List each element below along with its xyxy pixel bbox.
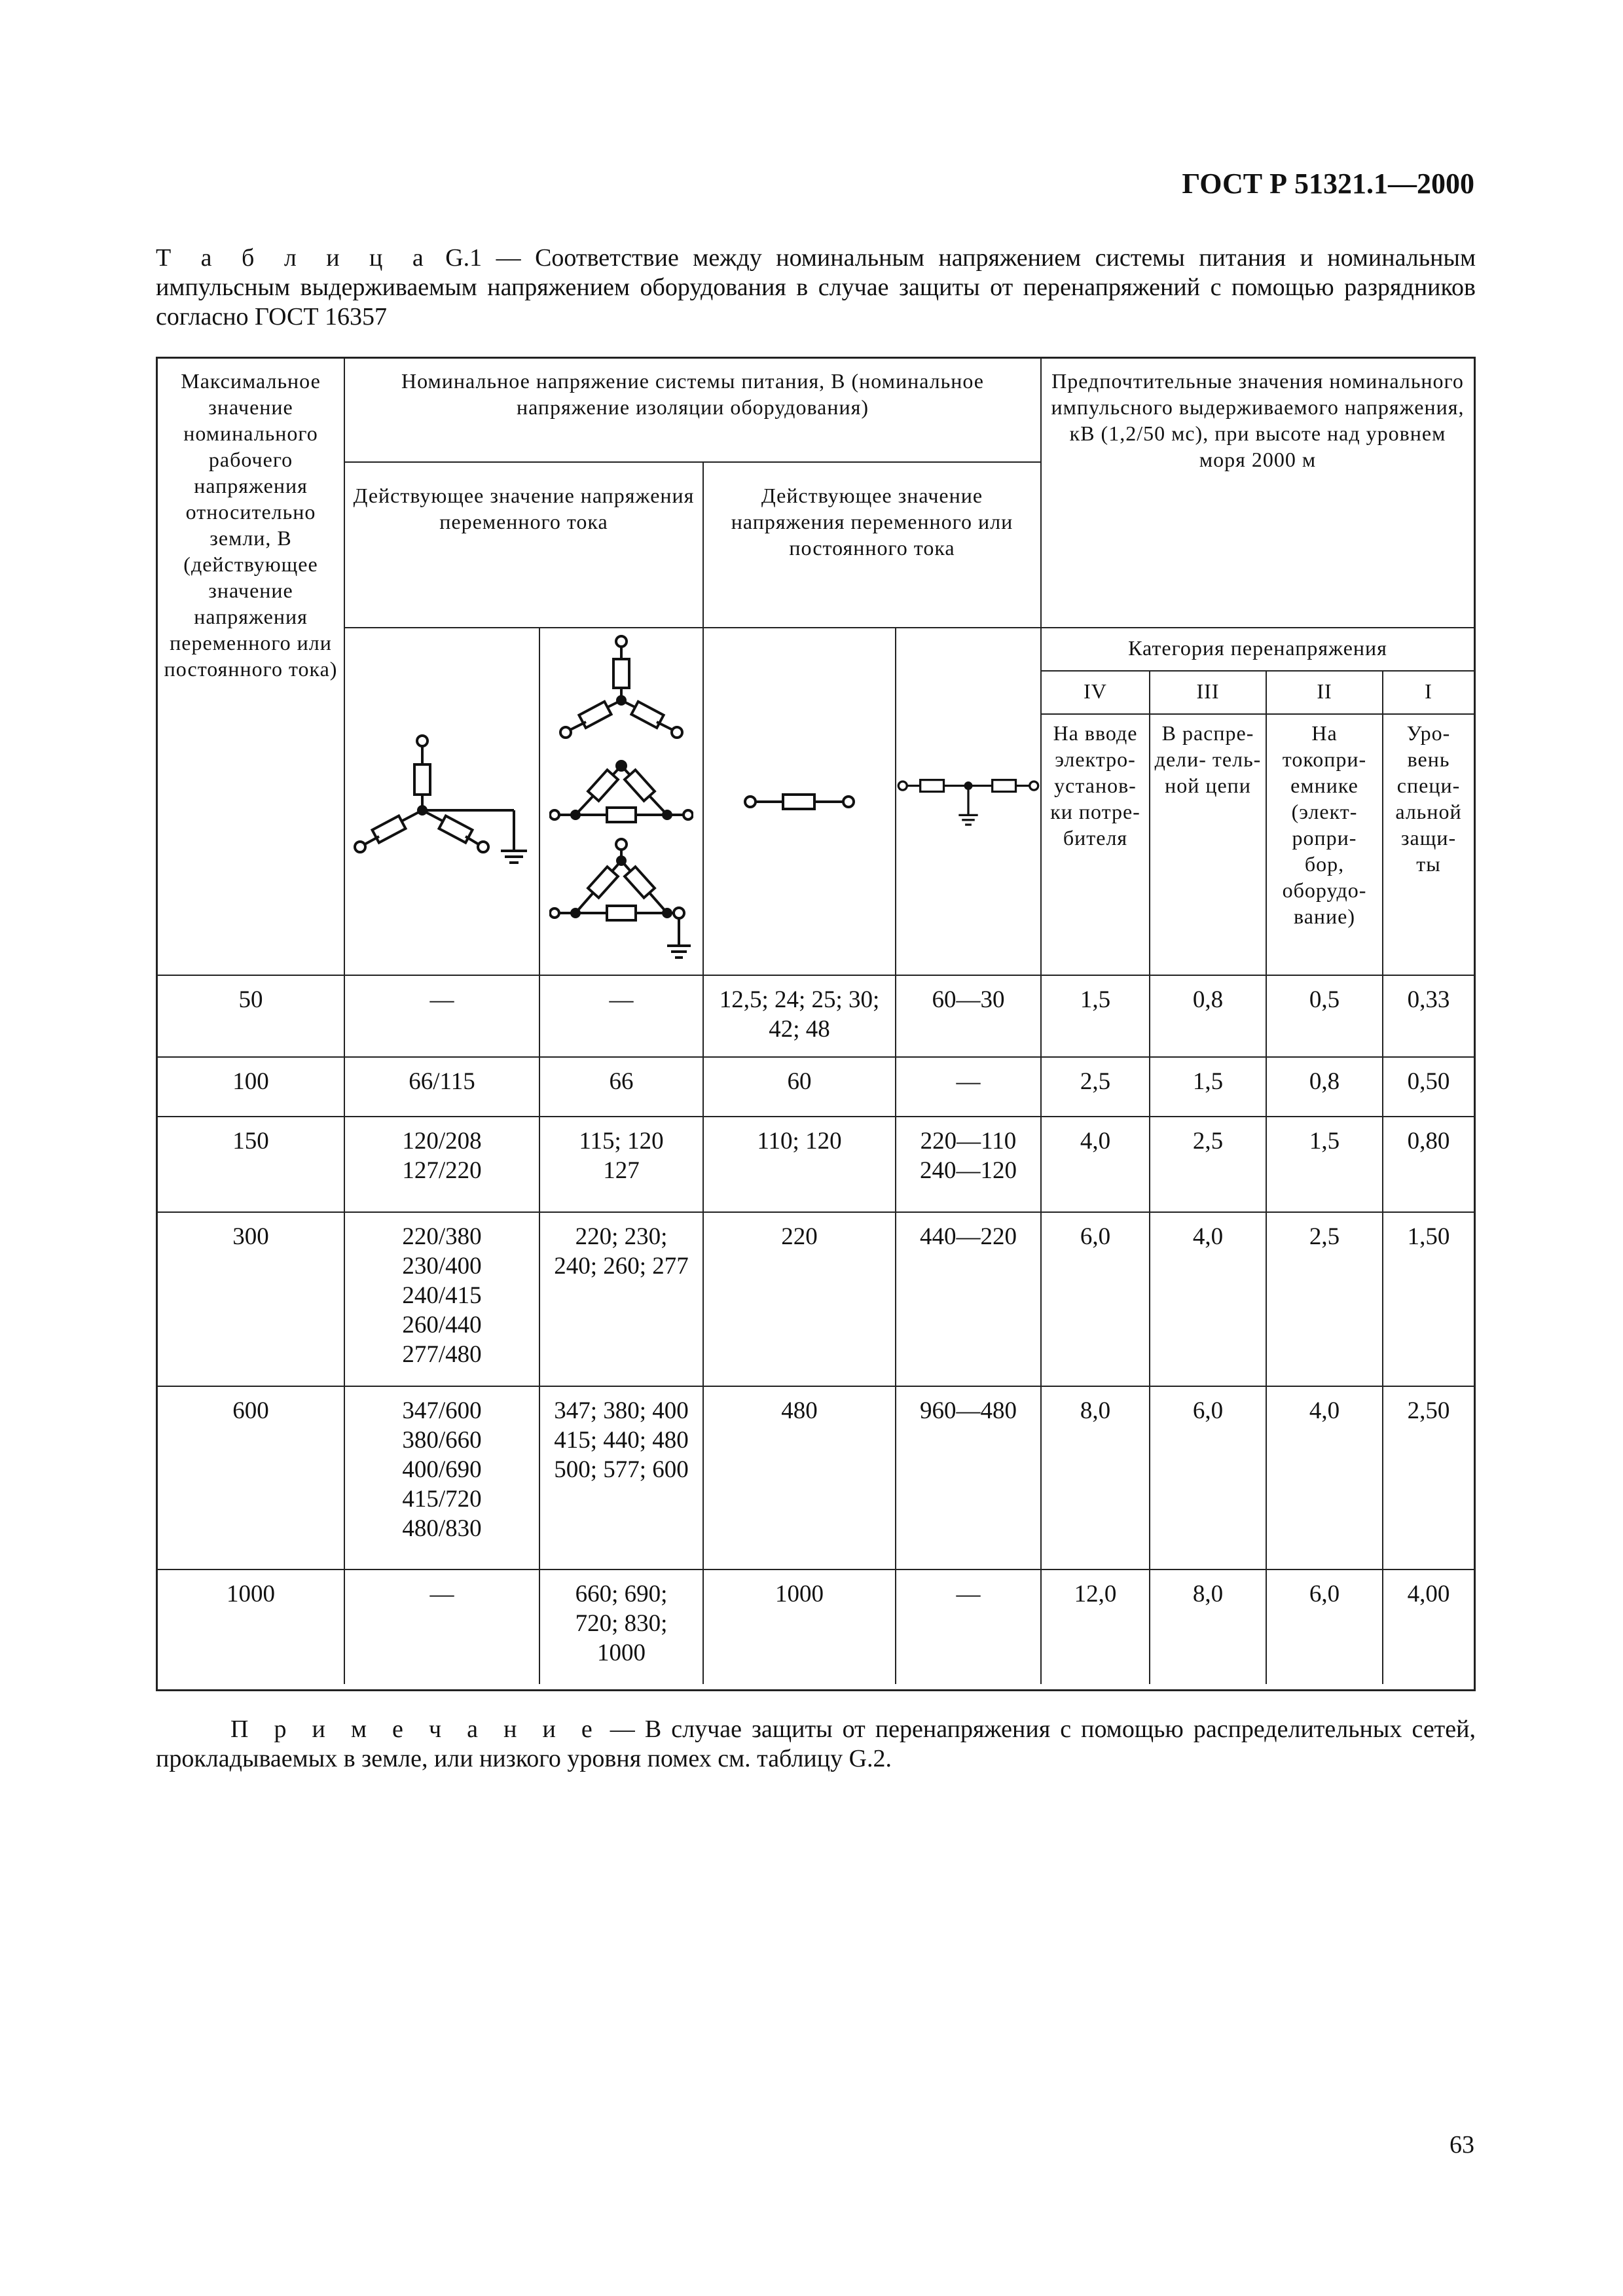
header-ac-rms: Действующее значение напряжения переменного тока <box>345 463 704 628</box>
cell-ac-dc-two-wire: 12,5; 24; 25; 30; 42; 48 <box>704 976 896 1058</box>
cell-cat-ii: 4,0 <box>1267 1387 1383 1570</box>
cell-ac-three-phase: 220/380 230/400 240/415 260/440 277/480 <box>345 1213 540 1387</box>
cell-max-voltage: 1000 <box>158 1570 345 1684</box>
cell-ac-dc-grounded: 60—30 <box>896 976 1042 1058</box>
cell-cat-ii: 6,0 <box>1267 1570 1383 1684</box>
caption-label: Т а б л и ц а <box>156 244 431 272</box>
cell-ac-dc-two-wire: 60 <box>704 1058 896 1117</box>
category-iv: IV <box>1042 672 1150 715</box>
cell-max-voltage: 300 <box>158 1213 345 1387</box>
header-max-voltage: Максимальное значение номинального рабочего напряжения относительно земли, В (действующее значение напряжения переменного или постоянного тока) <box>158 359 345 976</box>
cell-cat-iv: 6,0 <box>1042 1213 1150 1387</box>
cell-ac-single-phase: 660; 690; 720; 830; 1000 <box>540 1570 704 1684</box>
cell-cat-iv: 1,5 <box>1042 976 1150 1058</box>
header-ac-dc-rms: Действующее значение напряжения переменного или постоянного тока <box>704 463 1042 628</box>
cell-ac-dc-grounded: — <box>896 1058 1042 1117</box>
cell-ac-dc-two-wire: 480 <box>704 1387 896 1570</box>
table-caption <box>156 243 1476 332</box>
cell-ac-dc-grounded: 960—480 <box>896 1387 1042 1570</box>
cell-ac-dc-two-wire: 1000 <box>704 1570 896 1684</box>
category-i-description: Уро- вень специ- альной защи- ты <box>1383 715 1474 976</box>
cell-ac-single-phase: 66 <box>540 1058 704 1117</box>
two-wire-grounded-midpoint-icon <box>896 628 1042 976</box>
cell-cat-ii: 2,5 <box>1267 1213 1383 1387</box>
cell-cat-ii: 0,8 <box>1267 1058 1383 1117</box>
category-iii: III <box>1150 672 1267 715</box>
standard-code: ГОСТ Р 51321.1—2000 <box>1182 168 1474 200</box>
cell-ac-single-phase: — <box>540 976 704 1058</box>
cell-cat-iv: 2,5 <box>1042 1058 1150 1117</box>
cell-ac-dc-grounded: 440—220 <box>896 1213 1042 1387</box>
wye-grounded-neutral-icon <box>345 628 540 976</box>
cell-cat-iii: 0,8 <box>1150 976 1267 1058</box>
category-iv-description: На вводе электро- установ- ки потре- бителя <box>1042 715 1150 976</box>
cell-cat-iii: 2,5 <box>1150 1117 1267 1213</box>
header-nominal-voltage: Номинальное напряжение системы питания, В (номинальное напряжение изоляции оборудования) <box>345 359 1042 463</box>
cell-ac-single-phase: 347; 380; 400 415; 440; 480 500; 577; 600 <box>540 1387 704 1570</box>
category-ii-description: На токопри- емнике (элект- ропри- бор, оборудо- вание) <box>1267 715 1383 976</box>
cell-ac-dc-grounded: — <box>896 1570 1042 1684</box>
cell-cat-i: 1,50 <box>1383 1213 1474 1387</box>
cell-max-voltage: 150 <box>158 1117 345 1213</box>
cell-max-voltage: 50 <box>158 976 345 1058</box>
cell-ac-three-phase: 66/115 <box>345 1058 540 1117</box>
category-i: I <box>1383 672 1474 715</box>
cell-ac-three-phase: 347/600 380/660 400/690 415/720 480/830 <box>345 1387 540 1570</box>
cell-ac-three-phase: — <box>345 976 540 1058</box>
cell-cat-i: 0,50 <box>1383 1058 1474 1117</box>
wye-and-delta-icon <box>540 628 704 976</box>
cell-cat-iii: 8,0 <box>1150 1570 1267 1684</box>
cell-cat-ii: 0,5 <box>1267 976 1383 1058</box>
cell-ac-single-phase: 220; 230; 240; 260; 277 <box>540 1213 704 1387</box>
page-number: 63 <box>1450 2131 1474 2159</box>
table-note <box>156 1715 1476 1774</box>
cell-cat-iii: 4,0 <box>1150 1213 1267 1387</box>
cell-cat-iii: 1,5 <box>1150 1058 1267 1117</box>
single-phase-two-wire-icon <box>704 628 896 976</box>
note-text: — В случае защиты от перенапряжения с помощью распределительных сетей, прокладываемых в земле, или низкого уровня помех см. таблицу G.2. <box>156 1715 1476 1772</box>
header-overvoltage-category: Категория перенапряжения <box>1042 628 1474 672</box>
cell-ac-dc-two-wire: 110; 120 <box>704 1117 896 1213</box>
cell-ac-dc-two-wire: 220 <box>704 1213 896 1387</box>
cell-cat-i: 2,50 <box>1383 1387 1474 1570</box>
cell-cat-iv: 12,0 <box>1042 1570 1150 1684</box>
cell-cat-iv: 8,0 <box>1042 1387 1150 1570</box>
cell-cat-ii: 1,5 <box>1267 1117 1383 1213</box>
caption-text: G.1 — Соответствие между номинальным напряжением системы питания и номинальным импульсным выдерживаемым напряжением оборудования в случае защиты от перенапряжений с помощью разрядников согласно ГОСТ 16357 <box>156 244 1476 331</box>
cell-cat-i: 0,33 <box>1383 976 1474 1058</box>
category-ii: II <box>1267 672 1383 715</box>
note-label: П р и м е ч а н и е <box>230 1715 600 1743</box>
cell-ac-three-phase: 120/208 127/220 <box>345 1117 540 1213</box>
category-iii-description: В распре- дели- тель- ной цепи <box>1150 715 1267 976</box>
cell-cat-i: 4,00 <box>1407 1581 1450 1607</box>
cell-ac-dc-grounded: 220—110 240—120 <box>896 1117 1042 1213</box>
cell-cat-iii: 6,0 <box>1150 1387 1267 1570</box>
cell-ac-single-phase: 115; 120 127 <box>540 1117 704 1213</box>
cell-cat-iv: 4,0 <box>1042 1117 1150 1213</box>
header-preferred-impulse: Предпочтительные значения номинального импульсного выдерживаемого напряжения, кВ (1,2/50 мс), при высоте над уровнем моря 2000 м <box>1042 359 1474 628</box>
voltage-table <box>156 357 1476 1691</box>
cell-max-voltage: 600 <box>158 1387 345 1570</box>
cell-ac-three-phase: — <box>345 1570 540 1684</box>
cell-max-voltage: 100 <box>158 1058 345 1117</box>
cell-cat-i: 0,80 <box>1383 1117 1474 1213</box>
